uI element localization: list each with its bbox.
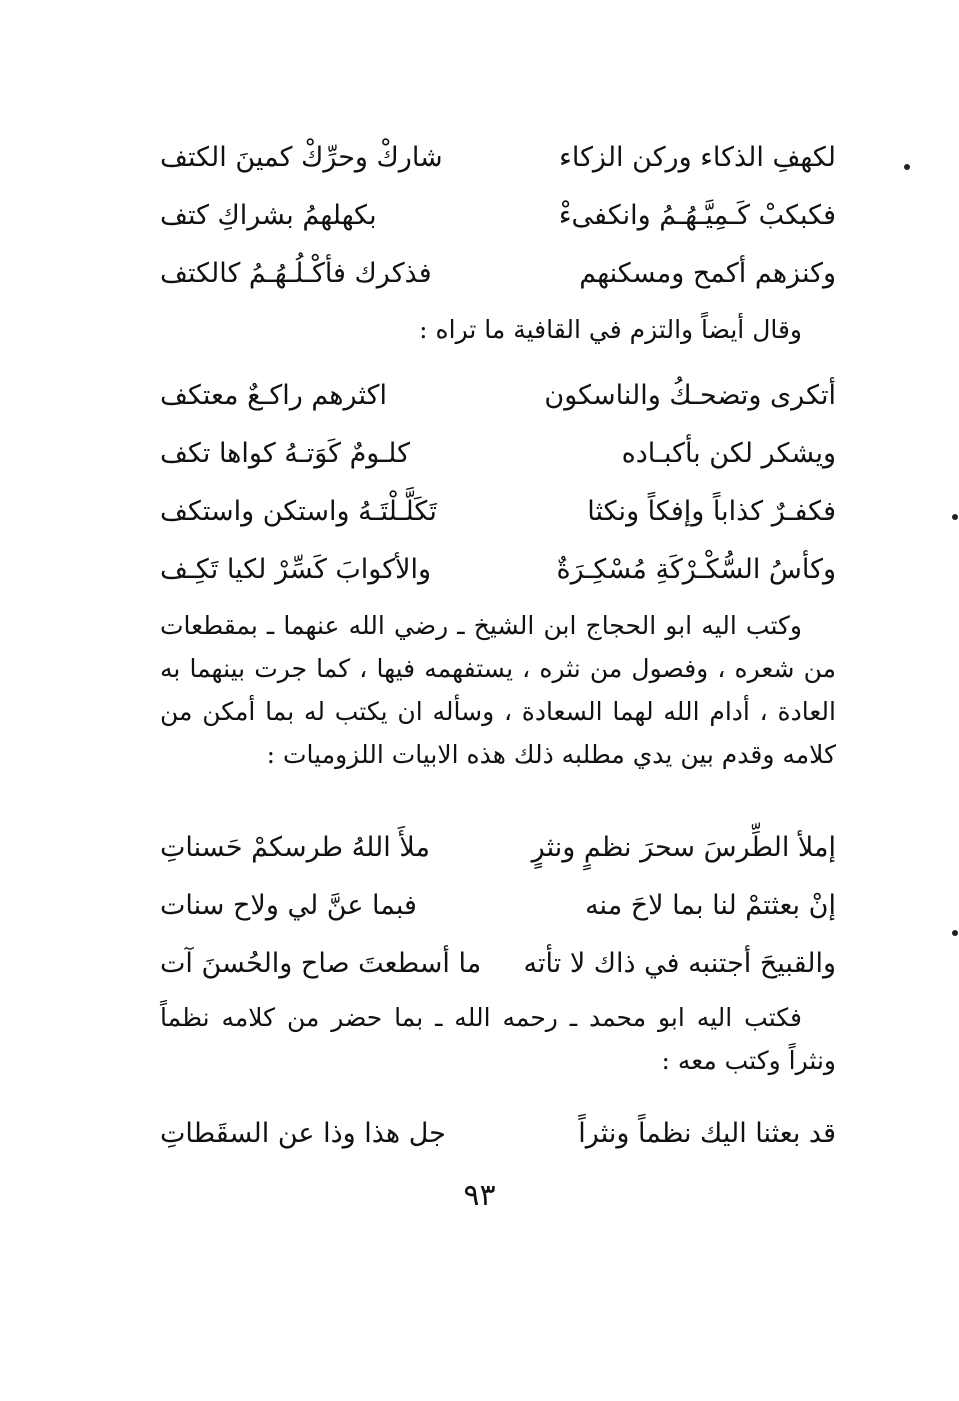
- verse-line: [160, 1104, 836, 1162]
- verse-line: [160, 876, 836, 934]
- margin-dot: [952, 514, 958, 520]
- verse-second-hemistich: كلـومٌ كَوَتـهُ كواها تكف: [160, 437, 410, 469]
- intro-text: وقال أيضاً والتزم في القافية ما تراه :: [419, 315, 802, 344]
- verse-first-hemistich: لكهفِ الذكاء وركن الزكاء: [559, 141, 836, 173]
- prose-paragraph: [160, 996, 836, 1082]
- verse-line: [160, 128, 836, 186]
- page-number: ٩٣: [463, 1178, 496, 1213]
- verse-line: [160, 424, 836, 482]
- verse-first-hemistich: فكفـرٌ كذاباً وإفكاً ونكثا: [587, 495, 836, 527]
- verse-first-hemistich: فكبكبْ كَـمِيَّـهُـمُ وانكفىءْ: [558, 199, 836, 231]
- verse-second-hemistich: جل هذا وذا عن السقَطاتِ: [160, 1117, 446, 1149]
- verse-first-hemistich: أتكرى وتضحـكُ والناسكون: [544, 379, 836, 411]
- verse-second-hemistich: تَكَلَّـلْتَـهُ واستكن واستكف: [160, 495, 437, 527]
- verse-line: [160, 244, 836, 302]
- verse-first-hemistich: وكنزهم أكمح ومسكنهم: [579, 257, 836, 289]
- verse-second-hemistich: ملأَ اللهُ طرسكمْ حَسناتِ: [160, 831, 430, 863]
- verse-line: [160, 186, 836, 244]
- margin-dot: [952, 930, 958, 936]
- poem-3: [160, 818, 836, 992]
- paragraph-text: فكتب اليه ابو محمد ـ رحمه الله ـ بما حضر من كلامه نظماً ونثراً وكتب معه :: [160, 1003, 836, 1075]
- verse-second-hemistich: شاركْ وحرِّكْ كمينَ الكتف: [160, 141, 443, 173]
- verse-first-hemistich: وكأسُ السُّكْـرْكَةِ مُسْكِـرَةٌ: [556, 553, 836, 585]
- verse-first-hemistich: إملأ الطِّرسَ سحرَ نظمٍ ونثرٍ: [531, 831, 836, 863]
- verse-line: [160, 818, 836, 876]
- verse-second-hemistich: ما أسطعتَ صاح والحُسنَ آت: [160, 947, 482, 979]
- verse-second-hemistich: بكهلهمُ بشراكِ كتف: [160, 199, 377, 231]
- verse-first-hemistich: والقبيحَ أجتنبه في ذاك لا تأته: [523, 947, 836, 979]
- verse-line: [160, 540, 836, 598]
- verse-first-hemistich: قد بعثنا اليك نظماً ونثراً: [578, 1117, 836, 1149]
- poem-2: [160, 366, 836, 598]
- verse-line: [160, 366, 836, 424]
- poem-1: [160, 128, 836, 302]
- verse-line: [160, 934, 836, 992]
- verse-first-hemistich: ويشكر لكن بأكبـاده: [621, 437, 836, 469]
- verse-second-hemistich: والأكوابَ كَسِّرْ لكيا تَكِـف: [160, 553, 432, 585]
- verse-line: [160, 482, 836, 540]
- intro-line: [160, 308, 836, 351]
- verse-second-hemistich: فذكرك فأكْـلُـهُـمُ كالكتف: [160, 257, 432, 289]
- prose-paragraph: [160, 604, 836, 776]
- verse-second-hemistich: اكثرهم راكـعٌ معتكف: [160, 379, 387, 411]
- poem-4: [160, 1104, 836, 1162]
- margin-dot: [904, 164, 910, 170]
- paragraph-text: وكتب اليه ابو الحجاج ابن الشيخ ـ رضي الله عنهما ـ بمقطعات من شعره ، وفصول من نثره ، يستفهمه فيها ، كما جرت بينهما به العادة ، أدام الله لهما السعادة ، وسأله ان يكتب له بما أمكن من كلامه وقدم بين يدي مطلبه ذلك هذه الابيات اللزوميات :: [160, 611, 836, 769]
- verse-second-hemistich: فبما عنَّ لي ولاح سنات: [160, 889, 417, 921]
- verse-first-hemistich: إنْ بعثتمْ لنا بما لاحَ منه: [585, 889, 836, 921]
